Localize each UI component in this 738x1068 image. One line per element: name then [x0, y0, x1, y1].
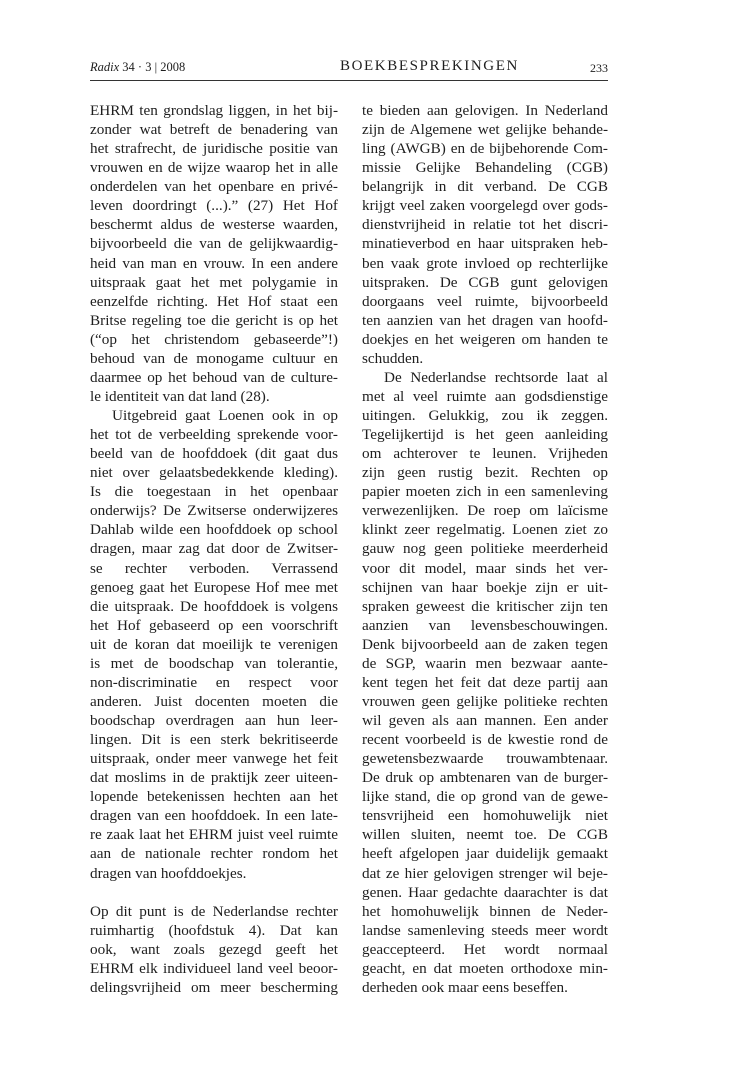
- text-line: Tegelijkertijd is het geen aanleiding: [362, 426, 608, 444]
- left-column: [90, 101, 338, 997]
- text-line: willen sluiten, neemt toe. De CGB: [362, 826, 608, 844]
- text-line: Op dit punt is de Nederlandse rechter: [90, 902, 338, 920]
- paragraph: [90, 101, 338, 406]
- text-line: De druk op ambtenaren van de burger-: [362, 769, 608, 787]
- text-line: de SGP, waarin men bezwaar aante-: [362, 654, 608, 672]
- text-line: ben vaak grote invloed op rechterlijke: [362, 254, 608, 272]
- text-line: le identiteit van dat land (28).: [90, 387, 270, 405]
- text-line: bijvoorbeeld die van de gelijkwaardig-: [90, 235, 338, 253]
- text-line: lijke stand, die op grond van de gewe-: [362, 788, 608, 806]
- text-line: uitspraak, onder meer vanwege het feit: [90, 750, 338, 768]
- text-line: tensvrijheid een homohuwelijk niet: [362, 807, 608, 825]
- text-line: dragen van hoofddoekjes.: [90, 864, 247, 882]
- text-line: uitspraak gaat het met polygamie in: [90, 273, 338, 291]
- text-line: krijgt veel zaken voorgelegd over gods-: [362, 197, 608, 215]
- text-line: het tot de verbeelding sprekende voor-: [90, 426, 338, 444]
- text-line: belangrijk in dit verband. De CGB: [362, 178, 608, 196]
- text-line: Is die toegestaan in het openbaar: [90, 483, 338, 501]
- text-line: heid van man en vrouw. In een andere: [90, 254, 338, 272]
- text-line: uitspraken. De CGB gunt gelovigen: [362, 273, 608, 291]
- text-line: zijn geen rustig bezit. Rechten op: [362, 464, 608, 482]
- text-line: geacht, en dat moeten orthodoxe min-: [362, 959, 608, 977]
- text-line: wil geven als aan mannen. Een ander: [362, 712, 608, 729]
- text-line: landse samenleving steeds meer wordt: [362, 921, 608, 939]
- text-line: doorgaans veel ruimte, bijvoorbeeld: [362, 292, 608, 310]
- text-line: daarmee op het behoud van de culture-: [90, 368, 338, 386]
- paragraph: [362, 368, 608, 997]
- text-line: Britse regeling toe die gericht is op het: [90, 311, 338, 329]
- text-line: lopende betekenissen hechten aan het: [90, 788, 338, 806]
- text-line: eenzelfde richting. Het Hof staat een: [90, 292, 338, 310]
- text-line: te bieden aan gelovigen. In Nederland: [362, 102, 608, 119]
- text-line: genen. Haar gedachte daarachter is dat: [362, 883, 608, 901]
- journal-info: [90, 60, 185, 75]
- text-line: spraken geweest die kritischer zijn ten: [362, 597, 608, 615]
- text-line: ook, want zoals gezegd geeft het: [90, 940, 338, 958]
- text-line: se rechter verboden. Verrassend: [90, 559, 338, 577]
- text-line: lingen. Dit is een sterk bekritiseerde: [90, 731, 338, 749]
- paragraph: [90, 902, 338, 997]
- text-line: schudden.: [362, 349, 424, 367]
- text-line: is met de boodschap van tolerantie,: [90, 654, 338, 672]
- text-line: beeld van de hoofddoek (dit gaat dus: [90, 445, 338, 463]
- text-line: klinkt zeer regelmatig. Loenen ziet zo: [362, 521, 608, 539]
- paragraph: [362, 101, 608, 368]
- text-line: zijn de Algemene wet gelijke behande-: [362, 121, 608, 139]
- text-line: EHRM elk individueel land veel beoor-: [90, 959, 338, 977]
- text-line: met al veel ruimte aan godsdienstige: [362, 387, 608, 405]
- text-line: delingsvrijheid om meer bescherming: [90, 978, 338, 996]
- text-line: papier moeten zich in een samenleving: [362, 483, 608, 501]
- text-line: derheden ook maar eens beseffen.: [362, 978, 568, 996]
- text-line: dragen, maar zag dat door de Zwitser-: [90, 540, 338, 558]
- text-line: geaccepteerd. Het wordt normaal: [362, 940, 608, 958]
- journal-name: Radix: [90, 60, 120, 74]
- text-line: genoeg gaat het Europese Hof mee met: [90, 578, 338, 596]
- text-line: doekjes en het weigeren om handen te: [362, 330, 608, 348]
- text-line: minatieverbod en haar uitspraken heb-: [362, 235, 608, 253]
- text-line: die uitspraak. De hoofddoek is volgens: [90, 597, 338, 615]
- text-line: ruimhartig (hoofdstuk 4). Dat kan: [90, 921, 338, 939]
- text-line: Uitgebreid gaat Loenen ook in op: [112, 407, 338, 424]
- text-line: re zaak laat het EHRM juist veel ruimte: [90, 826, 338, 844]
- text-line: aan de nationale rechter rondom het: [90, 845, 338, 863]
- text-line: gauw nog geen politieke meerderheid: [362, 540, 608, 558]
- text-line: recent voorbeeld is de kwestie rond de: [362, 731, 608, 749]
- text-line: De Nederlandse rechtsorde laat al: [384, 368, 608, 386]
- text-line: non-discriminatie en respect voor: [90, 673, 338, 691]
- text-line: vrouwen en de wijze waarop het in alle: [90, 159, 338, 177]
- text-line: kent tegen het feit dat deze partij aan: [362, 673, 608, 691]
- text-line: dienstvrijheid in relatie tot het discri-: [362, 216, 608, 234]
- running-header: [90, 58, 608, 81]
- text-line: missie Gelijke Behandeling (CGB): [362, 159, 608, 177]
- text-line: anderen. Juist docenten moeten die: [90, 692, 338, 710]
- text-line: het homohuwelijk binnen de Neder-: [362, 902, 608, 920]
- text-line: uitingen. Gelukkig, zou ik zeggen.: [362, 407, 608, 424]
- text-line: zonder wat betreft de benadering van: [90, 121, 338, 139]
- text-line: niet over gelaatsbedekkende kleding).: [90, 464, 338, 482]
- text-line: gewetensbezwaarde trouwambtenaar.: [362, 750, 608, 768]
- text-line: leven doordringt (...).” (27) Het Hof: [90, 197, 338, 215]
- text-line: verwezenlijken. De roep om laïcisme: [362, 502, 608, 520]
- text-line: aanzien van levensbeschouwingen.: [362, 616, 608, 634]
- text-line: ling (AWGB) en de bijbehorende Com-: [362, 140, 608, 158]
- text-line: het Hof gebaseerd op een voorschrift: [90, 616, 338, 634]
- text-line: heeft afgelopen jaar duidelijk gemaakt: [362, 845, 608, 863]
- text-line: onderdelen van het openbare en privé-: [90, 178, 338, 196]
- text-line: (“op het christendom gebaseerde”!): [90, 330, 338, 348]
- text-line: EHRM ten grondslag liggen, in het bij-: [90, 102, 338, 119]
- text-line: ten aanzien van het dragen van hoofd-: [362, 311, 608, 329]
- text-line: schijnen van haar boekje zijn er uit-: [362, 578, 608, 596]
- text-line: Denk bijvoorbeeld aan de zaken tegen: [362, 635, 608, 653]
- text-line: boodschap overdragen aan hun leer-: [90, 712, 338, 729]
- text-line: het strafrecht, de juridische positie van: [90, 140, 338, 158]
- text-line: vrouwen geen gelijke politieke rechten: [362, 692, 608, 710]
- text-line: dat moslims in de praktijk zeer uiteen-: [90, 769, 338, 787]
- issue-info: 34 · 3 | 2008: [122, 60, 186, 74]
- section-title: BOEKBESPREKINGEN: [340, 58, 519, 74]
- text-line: dragen van een hoofddoek. In een late-: [90, 807, 338, 825]
- text-line: voor dit model, maar sinds het ver-: [362, 559, 608, 577]
- text-line: beschermt aldus de westerse waarden,: [90, 216, 338, 234]
- page-number: 233: [590, 61, 608, 75]
- text-line: Dahlab wilde een hoofddoek op school: [90, 521, 338, 539]
- text-line: onderwijs? De Zwitserse onderwijzeres: [90, 502, 338, 520]
- text-line: dat ze hier gelovigen strenger wil beje-: [362, 864, 608, 882]
- text-line: om achterover te leunen. Vrijheden: [362, 445, 608, 463]
- paragraph: [90, 406, 338, 883]
- right-column: [362, 101, 608, 997]
- text-line: uit de koran dat moeilijk te verenigen: [90, 635, 338, 653]
- text-line: behoud van de monogame cultuur en: [90, 349, 338, 367]
